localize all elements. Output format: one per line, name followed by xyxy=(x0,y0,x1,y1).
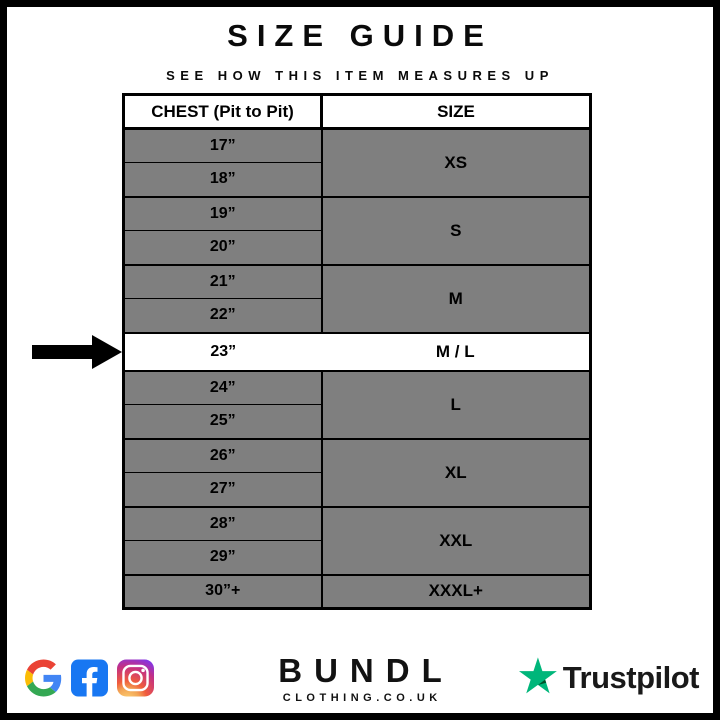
size-row xyxy=(124,265,591,299)
size-cell: M xyxy=(322,265,591,333)
measurement-cell: 19” xyxy=(124,197,322,231)
measurement-cell: 25” xyxy=(124,405,322,439)
trustpilot-star-icon xyxy=(519,657,557,699)
google-icon xyxy=(25,660,62,697)
size-row-highlighted xyxy=(124,333,591,371)
row-indicator-arrow xyxy=(32,333,122,371)
trustpilot-label: Trustpilot xyxy=(562,660,699,695)
size-row xyxy=(124,439,591,473)
measurement-cell: 26” xyxy=(124,439,322,473)
size-row xyxy=(124,197,591,231)
size-cell: S xyxy=(322,197,591,265)
facebook-icon xyxy=(71,660,108,697)
measurement-cell: 18” xyxy=(124,163,322,197)
size-cell: XL xyxy=(322,439,591,507)
size-row xyxy=(124,507,591,541)
measurement-cell: 17” xyxy=(124,129,322,163)
instagram-icon xyxy=(117,660,154,697)
size-row xyxy=(124,575,591,609)
size-cell: L xyxy=(322,371,591,439)
size-cell: XS xyxy=(322,129,591,197)
size-row xyxy=(124,371,591,405)
measurement-cell: 23” xyxy=(124,333,322,371)
brand-logo xyxy=(278,652,454,704)
social-icons xyxy=(25,660,154,697)
measurement-cell: 21” xyxy=(124,265,322,299)
footer xyxy=(7,649,713,707)
measurement-cell: 29” xyxy=(124,541,322,575)
size-cell: XXXL+ xyxy=(322,575,591,609)
measurement-cell: 28” xyxy=(124,507,322,541)
size-cell: XXL xyxy=(322,507,591,575)
trustpilot-logo xyxy=(519,657,699,699)
table-header-row xyxy=(124,95,591,129)
column-header-size: SIZE xyxy=(322,95,591,129)
brand-domain: CLOTHING.CO.UK xyxy=(282,692,442,704)
size-cell: M / L xyxy=(322,333,591,371)
measurement-cell: 24” xyxy=(124,371,322,405)
size-guide-table xyxy=(122,93,592,610)
column-header-chest: CHEST (Pit to Pit) xyxy=(124,95,322,129)
page-title: SIZE GUIDE xyxy=(227,18,493,53)
measurement-cell: 22” xyxy=(124,299,322,333)
measurement-cell: 27” xyxy=(124,473,322,507)
page-subtitle: SEE HOW THIS ITEM MEASURES UP xyxy=(166,68,554,83)
size-row xyxy=(124,129,591,163)
measurement-cell: 30”+ xyxy=(124,575,322,609)
brand-name: BUNDL xyxy=(278,652,454,689)
measurement-cell: 20” xyxy=(124,231,322,265)
